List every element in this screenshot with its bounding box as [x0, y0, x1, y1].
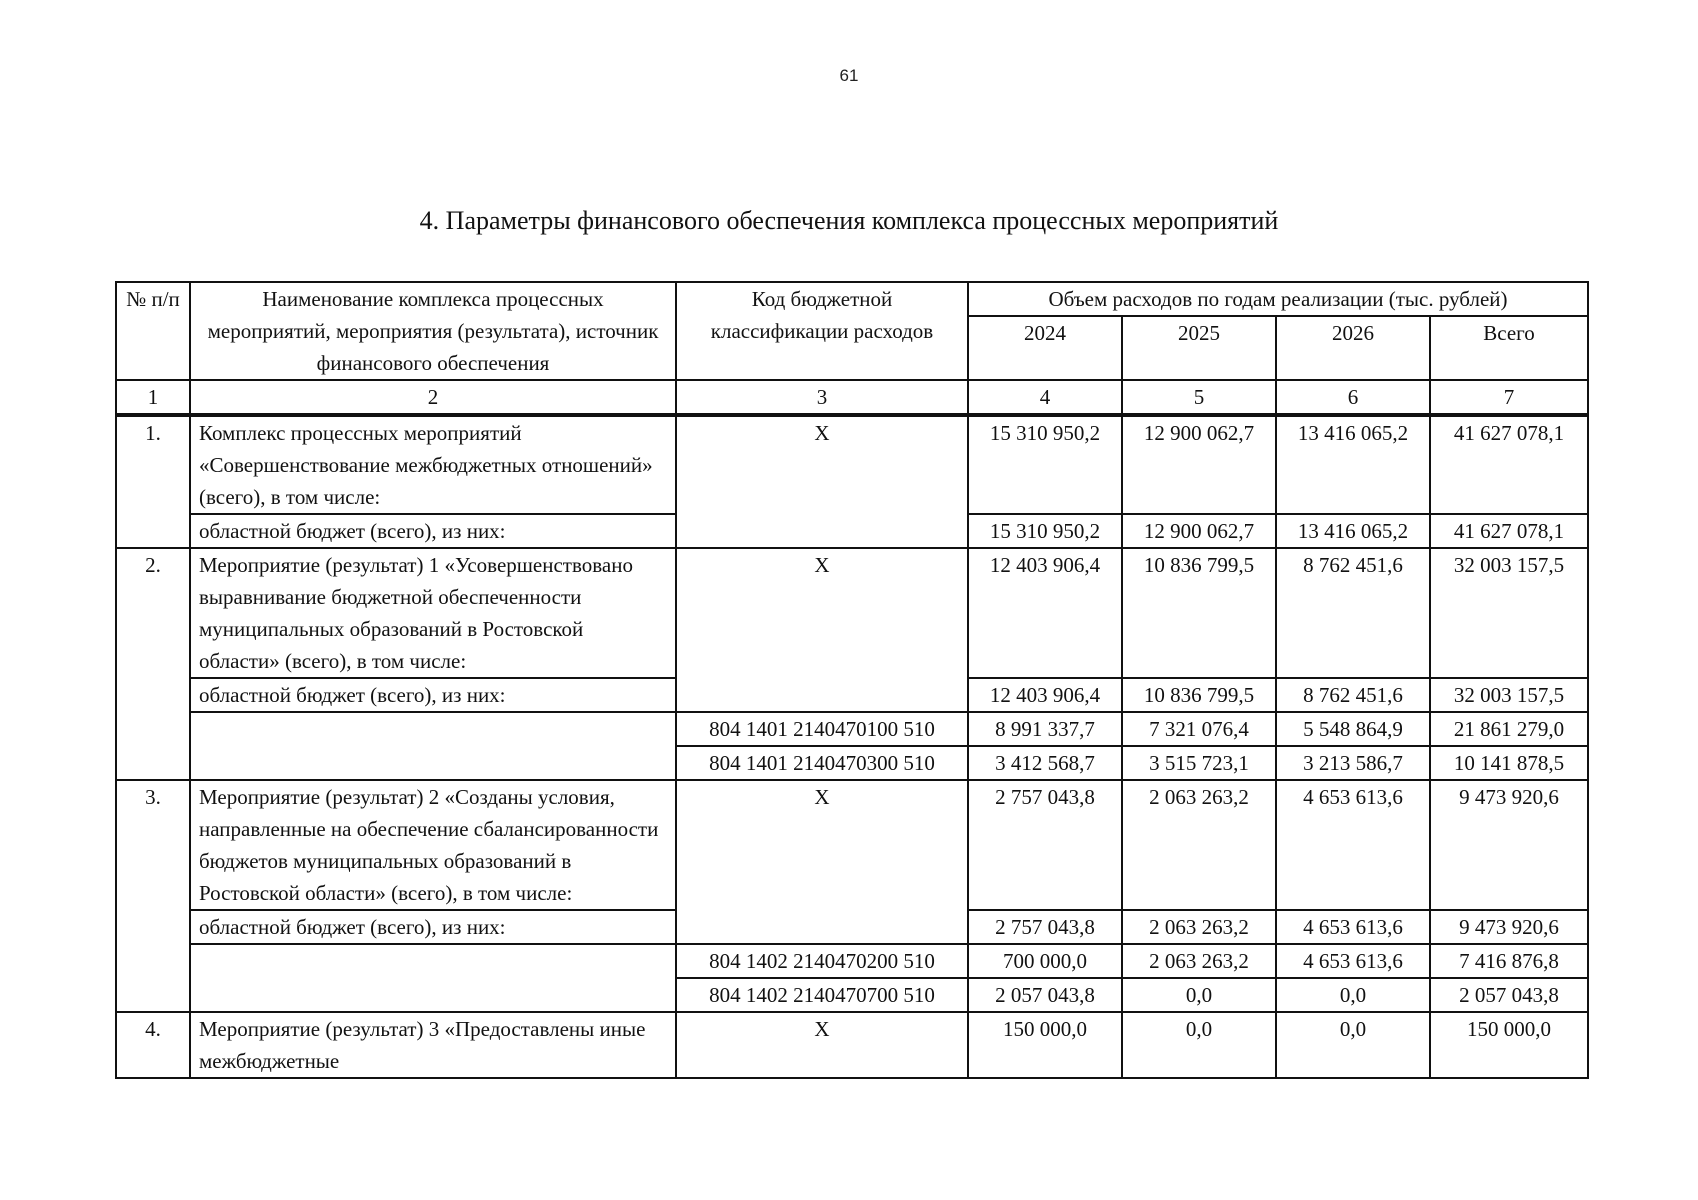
value-total: 10 141 878,5 [1430, 746, 1588, 780]
column-number: 1 [116, 380, 190, 415]
row-source-name: областной бюджет (всего), из них: [190, 514, 676, 548]
value-2025: 10 836 799,5 [1122, 678, 1276, 712]
financing-table [115, 281, 1589, 1079]
value-2026: 4 653 613,6 [1276, 780, 1430, 910]
header-row-1 [116, 282, 1588, 316]
value-2026: 4 653 613,6 [1276, 944, 1430, 978]
row-source-name: областной бюджет (всего), из них: [190, 910, 676, 944]
value-2025: 2 063 263,2 [1122, 910, 1276, 944]
value-total: 7 416 876,8 [1430, 944, 1588, 978]
column-number: 5 [1122, 380, 1276, 415]
row-source-name: областной бюджет (всего), из них: [190, 678, 676, 712]
value-2025: 2 063 263,2 [1122, 780, 1276, 910]
value-2026: 5 548 864,9 [1276, 712, 1430, 746]
value-2024: 700 000,0 [968, 944, 1122, 978]
table-row [116, 415, 1588, 514]
row-name-empty [190, 712, 676, 780]
value-2024: 3 412 568,7 [968, 746, 1122, 780]
row-name: Комплекс процессных мероприятий «Совершенствование межбюджетных отношений» (всего), в том числе: [190, 415, 676, 514]
value-2026: 8 762 451,6 [1276, 548, 1430, 678]
row-name-empty [190, 944, 676, 1012]
value-2026: 0,0 [1276, 978, 1430, 1012]
value-2024: 15 310 950,2 [968, 415, 1122, 514]
value-2026: 3 213 586,7 [1276, 746, 1430, 780]
value-2025: 7 321 076,4 [1122, 712, 1276, 746]
value-total: 150 000,0 [1430, 1012, 1588, 1078]
value-total: 41 627 078,1 [1430, 514, 1588, 548]
value-2024: 150 000,0 [968, 1012, 1122, 1078]
value-2025: 3 515 723,1 [1122, 746, 1276, 780]
header-year-2026: 2026 [1276, 316, 1430, 380]
value-total: 2 057 043,8 [1430, 978, 1588, 1012]
column-number: 7 [1430, 380, 1588, 415]
row-number: 2. [116, 548, 190, 780]
value-2024: 2 057 043,8 [968, 978, 1122, 1012]
row-budget-code: Х [676, 1012, 968, 1078]
value-2025: 10 836 799,5 [1122, 548, 1276, 678]
table-row [116, 548, 1588, 678]
row-number: 1. [116, 415, 190, 548]
value-2024: 2 757 043,8 [968, 780, 1122, 910]
value-2026: 4 653 613,6 [1276, 910, 1430, 944]
row-budget-code: Х [676, 548, 968, 712]
row-budget-code: Х [676, 415, 968, 548]
row-name: Мероприятие (результат) 3 «Предоставлены иные межбюджетные [190, 1012, 676, 1078]
value-2025: 0,0 [1122, 1012, 1276, 1078]
row-number: 3. [116, 780, 190, 1012]
value-total: 9 473 920,6 [1430, 780, 1588, 910]
value-2025: 2 063 263,2 [1122, 944, 1276, 978]
header-year-2025: 2025 [1122, 316, 1276, 380]
header-budget-code: Код бюджетной классификации расходов [676, 282, 968, 380]
row-name: Мероприятие (результат) 2 «Созданы условия, направленные на обеспечение сбалансированности бюджетов муниципальных образований в Ростовской области» (всего), в том числе: [190, 780, 676, 910]
value-2024: 12 403 906,4 [968, 678, 1122, 712]
table-row [116, 780, 1588, 910]
row-number: 4. [116, 1012, 190, 1078]
value-2025: 12 900 062,7 [1122, 514, 1276, 548]
header-volume: Объем расходов по годам реализации (тыс. рублей) [968, 282, 1588, 316]
document-title: 4. Параметры финансового обеспечения комплекса процессных мероприятий [419, 206, 1279, 235]
column-number: 6 [1276, 380, 1430, 415]
table-row [116, 1012, 1588, 1078]
row-kbk-code: 804 1401 2140470300 510 [676, 746, 968, 780]
value-2026: 8 762 451,6 [1276, 678, 1430, 712]
column-number: 4 [968, 380, 1122, 415]
header-total: Всего [1430, 316, 1588, 380]
value-total: 41 627 078,1 [1430, 415, 1588, 514]
column-number-row [116, 380, 1588, 415]
header-number: № п/п [116, 282, 190, 380]
value-2025: 0,0 [1122, 978, 1276, 1012]
row-kbk-code: 804 1402 2140470200 510 [676, 944, 968, 978]
value-total: 32 003 157,5 [1430, 678, 1588, 712]
page-number: 61 [839, 66, 859, 85]
row-budget-code: Х [676, 780, 968, 944]
header-name: Наименование комплекса процессных мероприятий, мероприятия (результата), источник финансового обеспечения [190, 282, 676, 380]
table-row [116, 712, 1588, 746]
value-2026: 0,0 [1276, 1012, 1430, 1078]
header-year-2024: 2024 [968, 316, 1122, 380]
row-kbk-code: 804 1402 2140470700 510 [676, 978, 968, 1012]
value-total: 32 003 157,5 [1430, 548, 1588, 678]
row-kbk-code: 804 1401 2140470100 510 [676, 712, 968, 746]
value-2025: 12 900 062,7 [1122, 415, 1276, 514]
value-2024: 12 403 906,4 [968, 548, 1122, 678]
row-name: Мероприятие (результат) 1 «Усовершенствовано выравнивание бюджетной обеспеченности муниципальных образований в Ростовской области» (всего), в том числе: [190, 548, 676, 678]
value-2026: 13 416 065,2 [1276, 514, 1430, 548]
table-row [116, 944, 1588, 978]
value-2024: 2 757 043,8 [968, 910, 1122, 944]
value-2026: 13 416 065,2 [1276, 415, 1430, 514]
value-total: 9 473 920,6 [1430, 910, 1588, 944]
column-number: 2 [190, 380, 676, 415]
column-number: 3 [676, 380, 968, 415]
value-2024: 15 310 950,2 [968, 514, 1122, 548]
value-total: 21 861 279,0 [1430, 712, 1588, 746]
value-2024: 8 991 337,7 [968, 712, 1122, 746]
